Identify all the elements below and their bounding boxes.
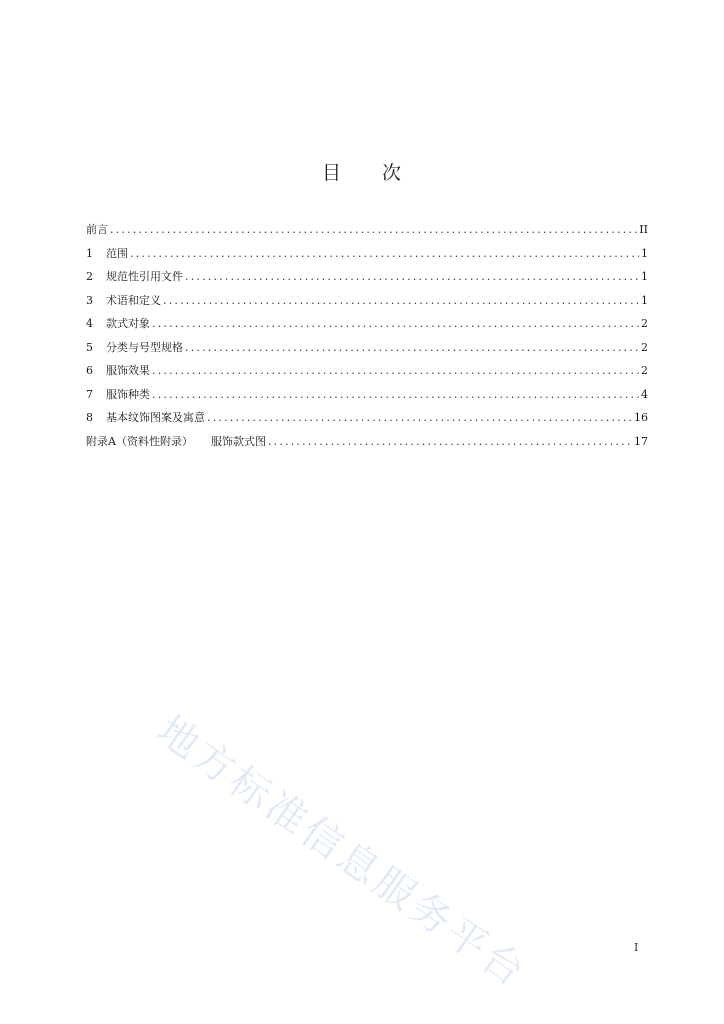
toc-entry-label: 规范性引用文件 [106,270,183,283]
toc-entry-number: 6 [86,364,93,377]
toc-entry-page: 1 [641,270,648,283]
toc-leader-dots [110,218,637,242]
toc-entry-page: 2 [641,317,648,330]
toc-entry-label: 服饰效果 [106,364,150,377]
toc-entry-3[interactable] [86,289,648,313]
page-number: I [634,941,639,954]
toc-leader-dots [152,312,639,336]
page-title [0,158,724,185]
toc-entry-page: 16 [634,411,648,424]
table-of-contents [86,218,648,453]
toc-leader-dots [152,359,639,383]
toc-entry-page: 1 [641,246,648,260]
toc-entry-label: 术语和定义 [106,293,161,307]
toc-entry-2[interactable] [86,265,648,289]
title-char-2: 次 [382,162,403,184]
toc-entry-page: 4 [641,387,648,401]
toc-entry-number: 8 [86,411,93,424]
toc-leader-dots [207,406,632,430]
toc-entry-number: 7 [86,387,93,401]
toc-entry-label: 款式对象 [106,317,150,330]
toc-entry-label [86,430,266,454]
appendix-title: 服饰款式图 [210,434,266,448]
toc-entry-label: 分类与号型规格 [106,340,183,354]
toc-entry-8[interactable] [86,406,648,430]
toc-leader-dots [152,383,639,407]
appendix-designation: 附录A（资料性附录） [86,434,193,448]
toc-leader-dots [185,336,639,360]
toc-entry-number: 3 [86,293,93,307]
toc-entry-number: 2 [86,270,93,283]
toc-leader-dots [130,242,639,266]
toc-entry-page: 17 [634,434,648,448]
toc-entry-label: 范围 [106,246,128,260]
toc-leader-dots [163,289,639,313]
toc-entry-4[interactable] [86,312,648,336]
toc-entry-7[interactable] [86,383,648,407]
title-char-1: 目 [321,162,342,184]
toc-entry-page: 2 [641,340,648,354]
toc-entry-5[interactable] [86,336,648,360]
toc-entry-appendix-a[interactable] [86,430,648,454]
toc-entry-label: 服饰种类 [106,387,150,401]
toc-entry-6[interactable] [86,359,648,383]
toc-leader-dots [268,430,632,454]
toc-entry-1[interactable] [86,242,648,266]
toc-entry-page: II [639,223,648,236]
toc-entry-page: 2 [641,364,648,377]
toc-entry-number: 5 [86,340,93,354]
toc-entry-number: 1 [86,246,93,260]
toc-entry-page: 1 [641,293,648,307]
toc-entry-label: 基本纹饰图案及寓意 [106,411,205,424]
watermark-text: 地方标准信息服务平台 [148,707,536,998]
toc-entry-foreword[interactable] [86,218,648,242]
toc-entry-number: 4 [86,317,93,330]
toc-entry-label: 前言 [86,223,108,236]
toc-leader-dots [185,265,639,289]
